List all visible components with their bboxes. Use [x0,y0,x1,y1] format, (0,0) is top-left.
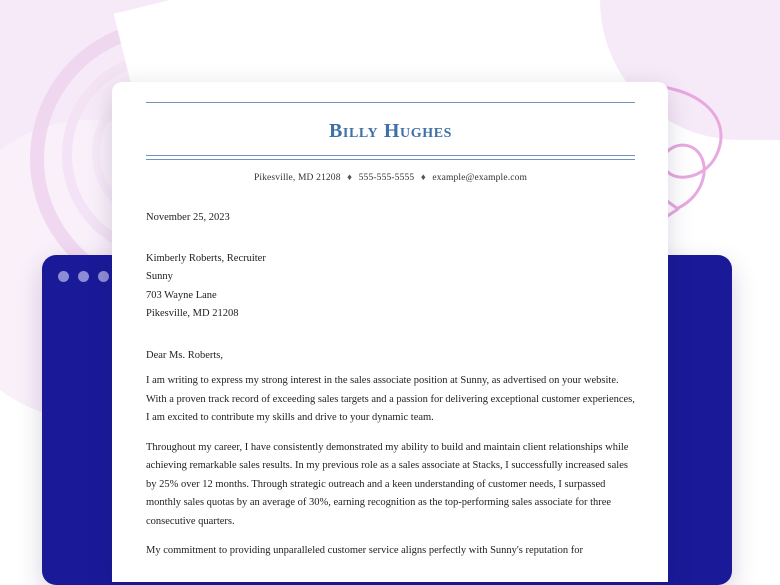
letter-date: November 25, 2023 [146,212,230,223]
recipient-line: Kimberly Roberts, Recruiter [146,252,266,264]
contact-line [146,160,635,183]
contact-location: Pikesville, MD 21208 [253,173,341,183]
body-paragraph: Throughout my career, I have consistently demonstrated my ability to build and maintain client relationships while achieving remarkable sales results. In my previous role as a sales associate at Stacks, I successfully increased sales by 25% over 12 months. Through strategic outreach and a keen understanding of customer needs, I surpassed monthly sales quotas by an average of 30%, earning recognition as the top-performing sales associate for three consecutive quarters. [146,441,629,527]
window-controls [58,271,109,282]
salutation: Dear Ms. Roberts, [146,349,223,361]
maximize-icon[interactable] [98,271,109,282]
recipient-line: Pikesville, MD 21208 [146,308,239,319]
document-content [112,82,668,561]
page-title: Billy Hughes [328,120,453,142]
recipient-line: 703 Wayne Lane [146,289,217,301]
recipient-line: Sunny [146,271,173,282]
contact-separator-1: ♦ [347,173,353,183]
close-icon[interactable] [58,271,69,282]
body-paragraph: My commitment to providing unparalleled customer service aligns perfectly with Sunny's reputation for [146,545,583,556]
recipient-address [146,250,635,347]
cover-letter-document[interactable] [112,82,668,582]
body-paragraph: I am writing to express my strong interest in the sales associate position at Sunny, as advertised on your website. With a proven track record of exceeding sales targets and a passion for delivering exceptional customer experiences, I am excited to contribute my skills and drive to your dynamic team. [146,375,635,423]
contact-phone: 555-555-5555 [358,173,415,183]
contact-separator-2: ♦ [420,173,426,183]
contact-email: example@example.com [432,173,528,183]
letter-body [146,183,635,561]
minimize-icon[interactable] [78,271,89,282]
